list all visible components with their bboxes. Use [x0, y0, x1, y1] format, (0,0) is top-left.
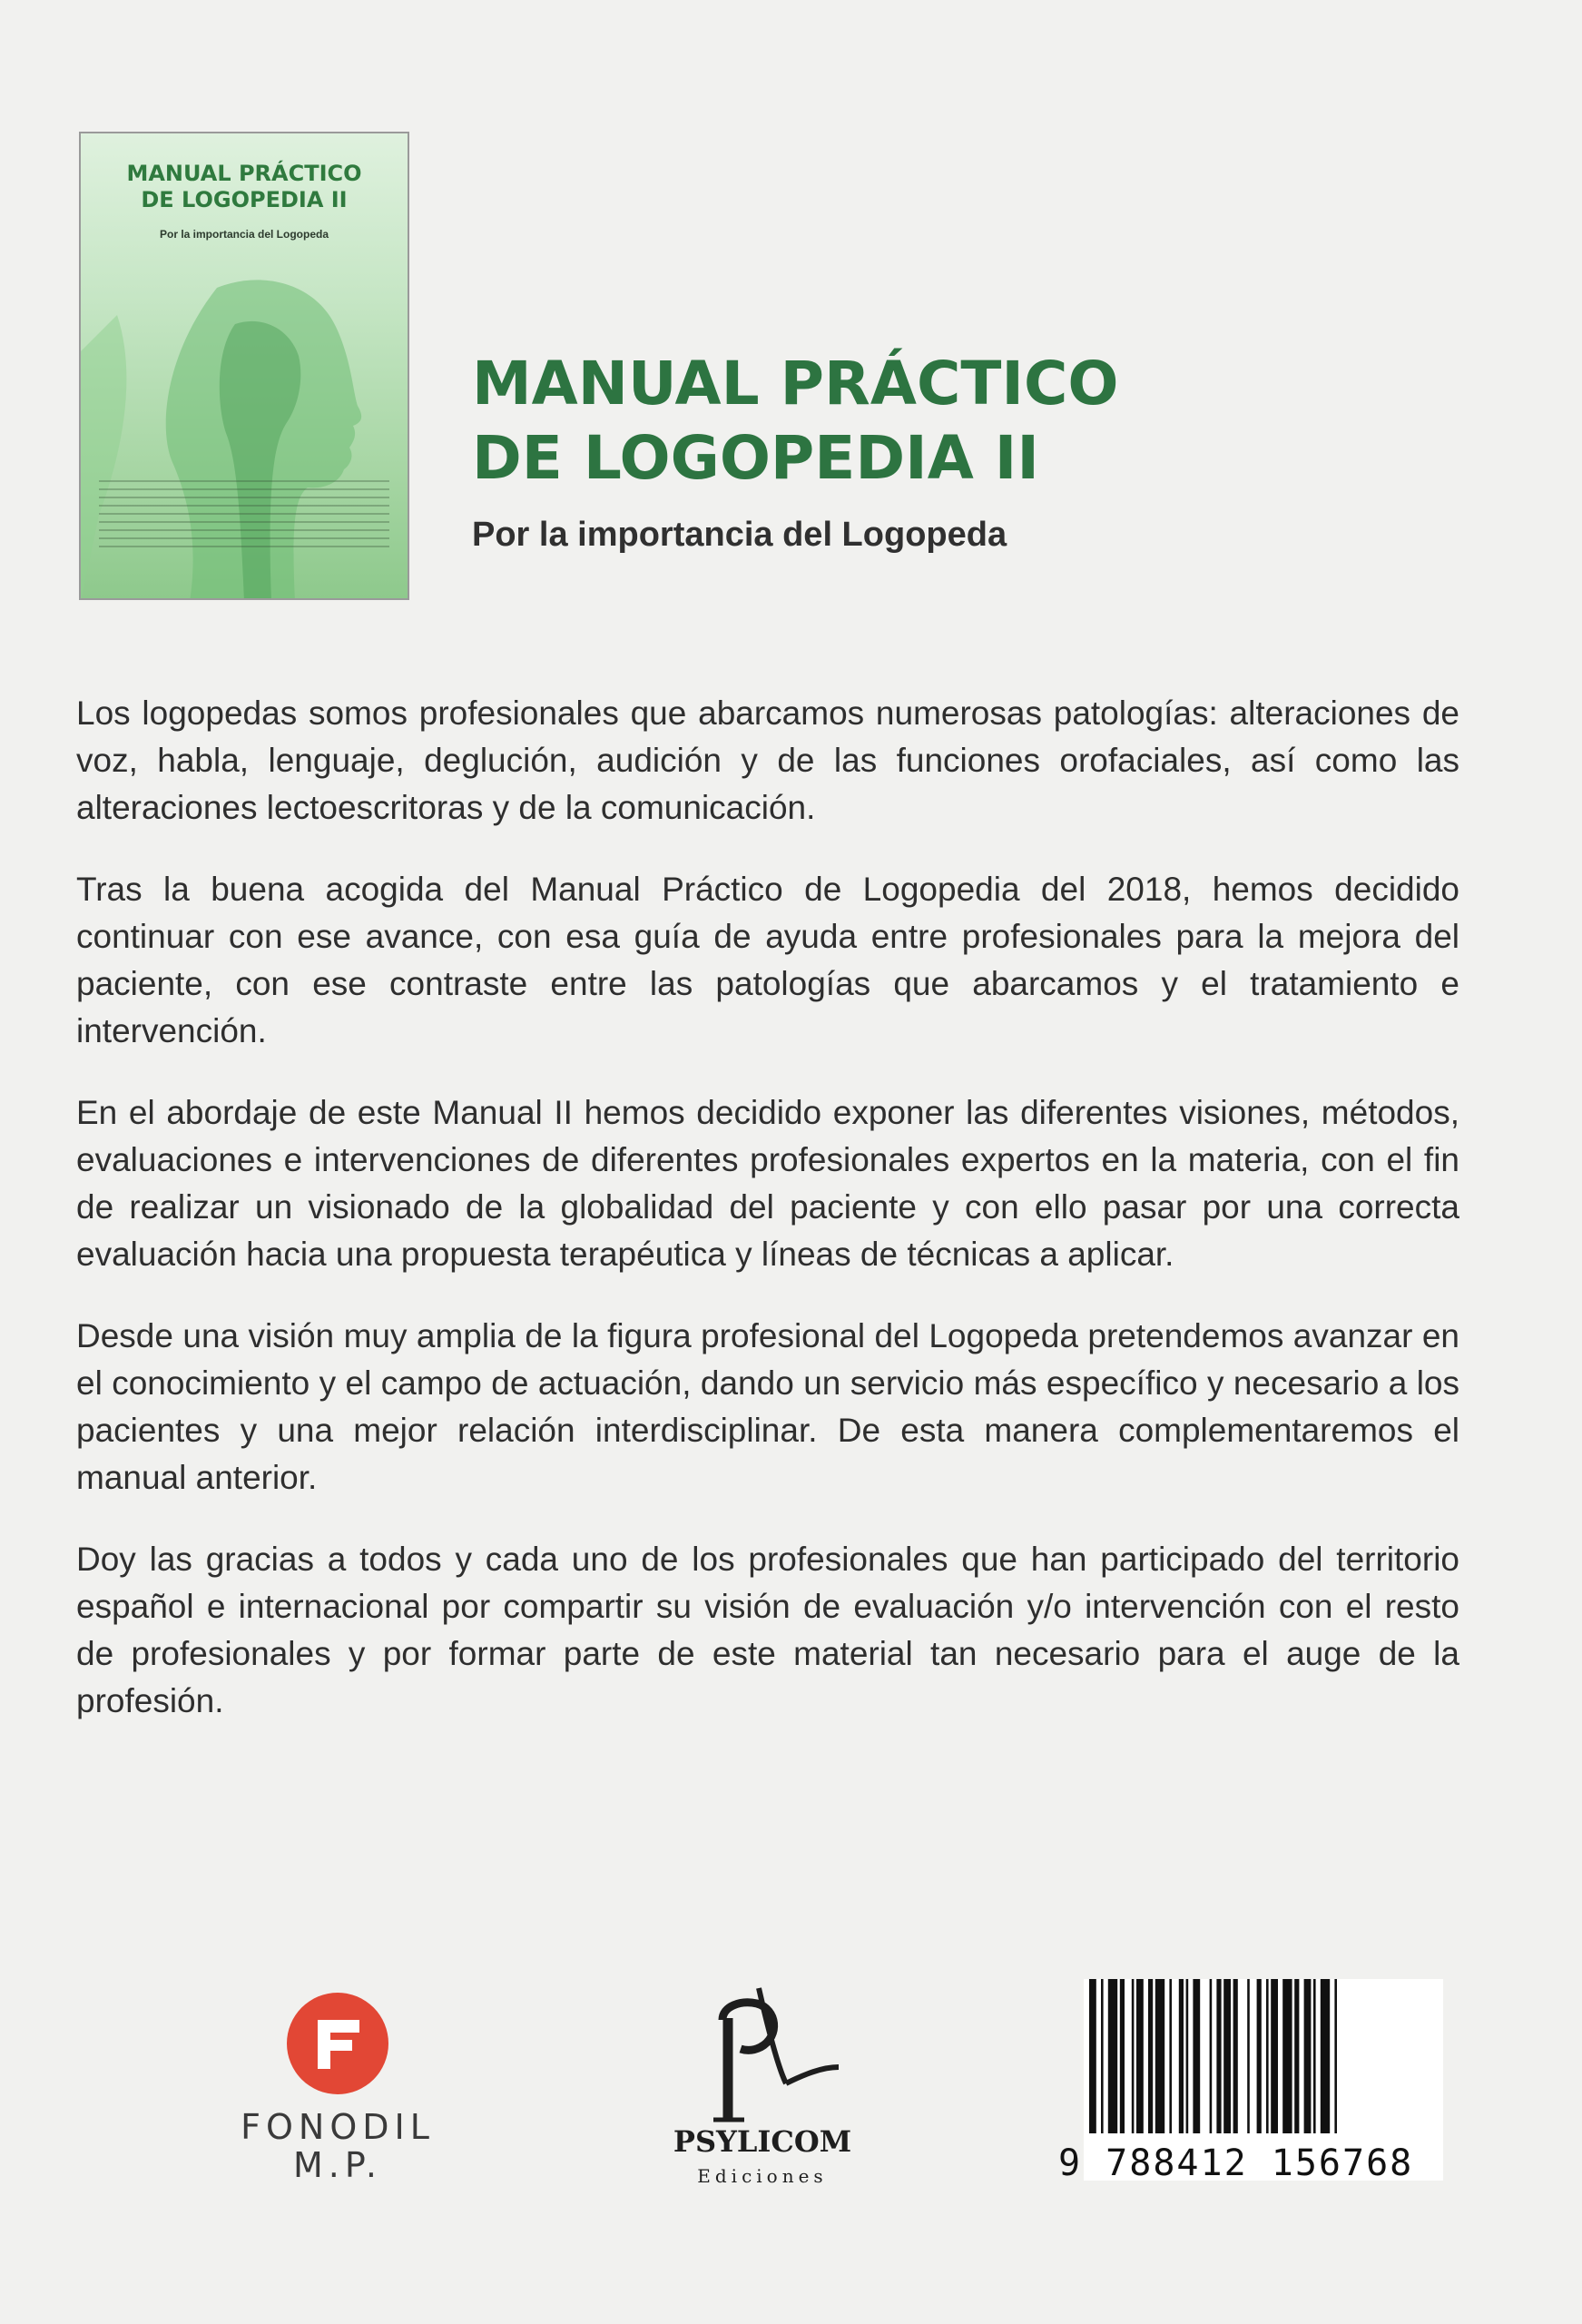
cover-title-line2: DE LOGOPEDIA II	[141, 187, 348, 212]
barcode-bar	[1334, 1979, 1337, 2133]
isbn-number: 9 788412 156768	[1058, 2142, 1414, 2184]
barcode-bar	[1193, 1979, 1200, 2133]
psylicom-subtitle: Ediciones	[697, 2165, 828, 2187]
barcode-bar	[1210, 1979, 1213, 2133]
barcode-bar	[1223, 1979, 1231, 2133]
book-title	[472, 347, 1119, 496]
description-paragraph: Desde una visión muy amplia de la figura profesional del Logopeda pretendemos avanzar en el conocimiento y el campo de actuación, dando un servicio más específico y necesario a los pacientes y una mejor relación interdisciplinar. De esta manera complementaremos el manual anterior.	[76, 1317, 1459, 1496]
cover-author-list	[99, 480, 389, 555]
description-paragraph: En el abordaje de este Manual II hemos decidido exponer las diferentes visiones, métodos, evaluaciones e intervenciones de diferentes profesionales expertos en la materia, con el fin de realizar un visionado de la globalidad del paciente y con ello pasar por una correcta evaluación hacia una propuesta terapéutica y líneas de técnicas a aplicar.	[76, 1094, 1459, 1273]
book-subtitle: Por la importancia del Logopeda	[472, 516, 1007, 554]
cover-title	[81, 161, 408, 213]
barcode-bar	[1304, 1979, 1312, 2133]
barcode-bar	[1179, 1979, 1184, 2133]
psylicom-pl-logo-icon	[686, 1984, 840, 2138]
barcode-bar	[1169, 1979, 1172, 2133]
barcode-bar	[1089, 1979, 1096, 2133]
barcode-bar	[1233, 1979, 1238, 2133]
fonodil-name-line2: M.P.	[293, 2145, 382, 2185]
back-cover-description	[76, 690, 1459, 1759]
barcode-bar	[1132, 1979, 1135, 2133]
barcode-bar	[1257, 1979, 1262, 2133]
fonodil-name	[218, 2108, 457, 2184]
barcode-bar	[1282, 1979, 1292, 2133]
cover-thumbnail	[79, 132, 409, 600]
cover-title-line1: MANUAL PRÁCTICO	[126, 161, 362, 186]
barcode-bar	[1313, 1979, 1316, 2133]
fonodil-logo-icon	[287, 1993, 388, 2094]
barcode-bar	[1148, 1979, 1153, 2133]
description-paragraph: Doy las gracias a todos y cada uno de los profesionales que han participado del territorio español e internacional por compartir su visión de evaluación y/o intervención con el resto de profesionales y por formar parte de este material tan necesario para el auge de la profesión.	[76, 1541, 1459, 1719]
barcode-bar	[1136, 1979, 1144, 2133]
book-title-line1: MANUAL PRÁCTICO	[472, 349, 1119, 419]
book-title-line2: DE LOGOPEDIA II	[472, 423, 1039, 493]
psylicom-name: PSYLICOM	[673, 2124, 852, 2159]
barcode-bar	[1294, 1979, 1299, 2133]
cover-subtitle: Por la importancia del Logopeda	[159, 228, 329, 241]
description-paragraph: Los logopedas somos profesionales que abarcamos numerosas patologías: alteraciones de voz, habla, lenguaje, deglución, audición y de las funciones orofaciales, así como las alteraciones lectoescritoras y de la comunicación.	[76, 694, 1459, 826]
barcode-bar	[1266, 1979, 1269, 2133]
barcode-bar	[1101, 1979, 1104, 2133]
barcode-bar	[1186, 1979, 1189, 2133]
f-letter-icon	[287, 1993, 388, 2094]
barcode-bar	[1321, 1979, 1330, 2133]
description-paragraph: Tras la buena acogida del Manual Práctico de Logopedia del 2018, hemos decidido continuar con ese avance, con esa guía de ayuda entre profesionales para la mejora del paciente, con ese contraste entre las patologías que abarcamos y el tratamiento e intervención.	[76, 871, 1459, 1049]
barcode-bar	[1216, 1979, 1221, 2133]
barcode-bar	[1155, 1979, 1164, 2133]
barcode-bar	[1271, 1979, 1278, 2133]
barcode-bar	[1108, 1979, 1117, 2133]
barcode-bar	[1120, 1979, 1125, 2133]
fonodil-name-line1: FONODIL	[241, 2107, 435, 2147]
barcode-bar	[1247, 1979, 1250, 2133]
